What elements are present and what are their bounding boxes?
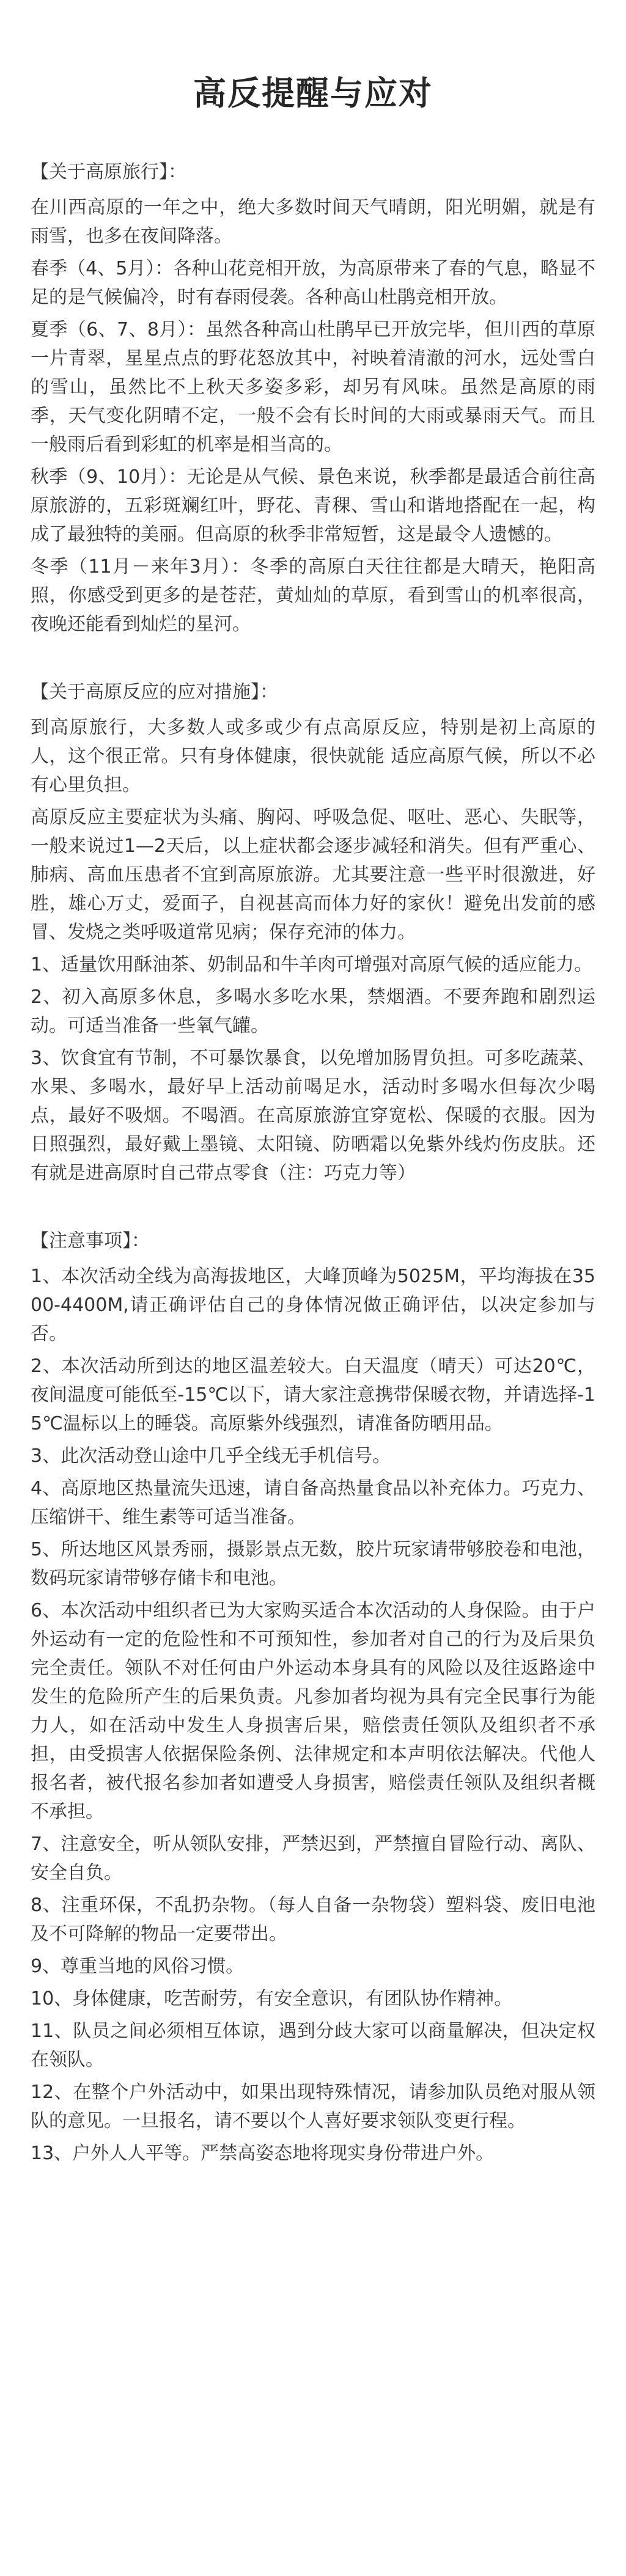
list-item-note-6: 6、本次活动中组织者已为大家购买适合本次活动的人身保险。由于户外运动有一定的危险性和不可预知性，参加者对自己的行为及后果负完全责任。领队不对任何由户外运动本身具有的风险以及往返路途中发生的危险所产生的后果负责。凡参加者均视为具有完全民事行为能力人，如在活动中发生人身损害后果，赔偿责任领队及组织者不承担，由受损害人依据保险条例、法律规定和本声明依法解决。代他人报名者，被代报名参加者如遭受人身损害，赔偿责任领队及组织者概不承担。 xyxy=(31,1600,595,1822)
section-heading-travel: 【关于高原旅行】： xyxy=(31,161,186,183)
paragraph-travel-spring: 春季（4、5月）：各种山花竞相开放，为高原带来了春的气息，略显不足的是气候偏冷，时有春雨侵袭。各种高山杜鹃竞相开放。 xyxy=(31,258,595,308)
paragraph-travel-summer: 夏季（6、7、8月）：虽然各种高山杜鹃早已开放完毕，但川西的草原一片青翠，星星点点的野花怒放其中，衬映着清澈的河水，远处雪白的雪山，虽然比不上秋天多姿多彩，却另有风味。虽然是高原的雨季，天气变化阴晴不定，一般不会有长时间的大雨或暴雨天气。而且一般雨后看到彩虹的机率是相当高的。 xyxy=(31,319,595,455)
list-item-note-11: 11、队员之间必须相互体谅，遇到分歧大家可以商量解决，但决定权在领队。 xyxy=(31,2020,595,2071)
list-item-note-5: 5、所达地区风景秀丽，摄影景点无数，胶片玩家请带够胶卷和电池，数码玩家请带够存储卡和电池。 xyxy=(31,1539,595,1589)
list-item-altitude-3: 3、饮食宜有节制，不可暴饮暴食，以免增加肠胃负担。可多吃蔬菜、水果、多喝水，最好早上活动前喝足水，活动时多喝水但每次少喝点，最好不吸烟。不喝酒。在高原旅游宜穿宽松、保暖的衣服。因为日照强烈，最好戴上墨镜、太阳镜、防晒霜以免紫外线灼伤皮肤。还有就是进高原时自己带点零食（注：巧克力等） xyxy=(31,1048,595,1184)
list-item-note-13: 13、户外人人平等。严禁高姿态地将现实身份带进户外。 xyxy=(31,2143,495,2164)
list-item-note-3: 3、此次活动登山途中几乎全线无手机信号。 xyxy=(31,1445,391,1467)
paragraph-travel-intro: 在川西高原的一年之中，绝大多数时间天气晴朗，阳光明媚，就是有雨雪，也多在夜间降落。 xyxy=(31,197,595,247)
paragraph-travel-autumn: 秋季（9、10月）：无论是从气候、景色来说，秋季都是最适合前往高原旅游的，五彩斑斓红叶，野花、青稞、雪山和谐地搭配在一起，构成了最独特的美丽。但高原的秋季非常短暂，这是最令人遗憾的。 xyxy=(31,466,595,545)
section-travel xyxy=(31,158,595,639)
list-item-note-2: 2、本次活动所到达的地区温差较大。白天温度（晴天）可达20℃，夜间温度可能低至-15℃以下，请大家注意携带保暖衣物，并请选择-15℃温标以上的睡袋。高原紫外线强烈，请准备防晒用品。 xyxy=(31,1356,595,1434)
section-heading-notes: 【注意事项】： xyxy=(31,1230,150,1252)
list-item-note-1: 1、本次活动全线为高海拔地区，大峰顶峰为5025M，平均海拔在3500-4400M,请正确评估自己的身体情况做正确评估，以决定参加与否。 xyxy=(31,1266,595,1345)
section-altitude xyxy=(31,678,595,1187)
list-item-note-10: 10、身体健康，吃苦耐劳，有安全意识，有团队协作精神。 xyxy=(31,1988,513,2009)
list-item-note-8: 8、注重环保，不乱扔杂物。（每人自备一杂物袋）塑料袋、废旧电池及不可降解的物品一定要带出。 xyxy=(31,1895,595,1945)
list-item-note-7: 7、注意安全，听从领队安排，严禁迟到，严禁擅自冒险行动、离队、安全自负。 xyxy=(31,1833,595,1884)
list-item-note-4: 4、高原地区热量流失迅速，请自备高热量食品以补充体力。巧克力、压缩饼干、维生素等可适当准备。 xyxy=(31,1478,595,1528)
section-notes xyxy=(31,1227,595,2168)
page-title: 高反提醒与应对 xyxy=(193,74,433,112)
list-item-note-9: 9、尊重当地的风俗习惯。 xyxy=(31,1956,245,1977)
list-item-note-12: 12、在整个户外活动中，如果出现特殊情况，请参加队员绝对服从领队的意见。一旦报名，请不要以个人喜好要求领队变更行程。 xyxy=(31,2082,595,2132)
list-item-altitude-1: 1、适量饮用酥油茶、奶制品和牛羊肉可增强对高原气候的适应能力。 xyxy=(31,954,593,975)
paragraph-altitude-intro: 到高原旅行，大多数人或多或少有点高原反应，特别是初上高原的人，这个很正常。只有身体健康，很快就能 适应高原气候，所以不必有心里负担。 xyxy=(31,717,595,796)
section-heading-altitude: 【关于高原反应的应对措施】： xyxy=(31,681,278,703)
paragraph-travel-winter: 冬季（11月－来年3月）：冬季的高原白天往往都是大晴天，艳阳高照，你感受到更多的是苍茫，黄灿灿的草原，看到雪山的机率很高，夜晚还能看到灿烂的星河。 xyxy=(31,556,595,635)
list-item-altitude-2: 2、初入高原多休息，多喝水多吃水果，禁烟酒。不要奔跑和剧烈运动。可适当准备一些氧气罐。 xyxy=(31,986,595,1037)
paragraph-altitude-symptoms: 高原反应主要症状为头痛、胸闷、呼吸急促、呕吐、恶心、失眠等，一般来说过1—2天后，以上症状都会逐步减轻和消失。但有严重心、肺病、高血压患者不宜到高原旅游。尤其要注意一些平时很激进，好胜，雄心万丈，爱面子，自视甚高而体力好的家伙！避免出发前的感冒、发烧之类呼吸道常见病；保存充沛的体力。 xyxy=(31,807,595,943)
